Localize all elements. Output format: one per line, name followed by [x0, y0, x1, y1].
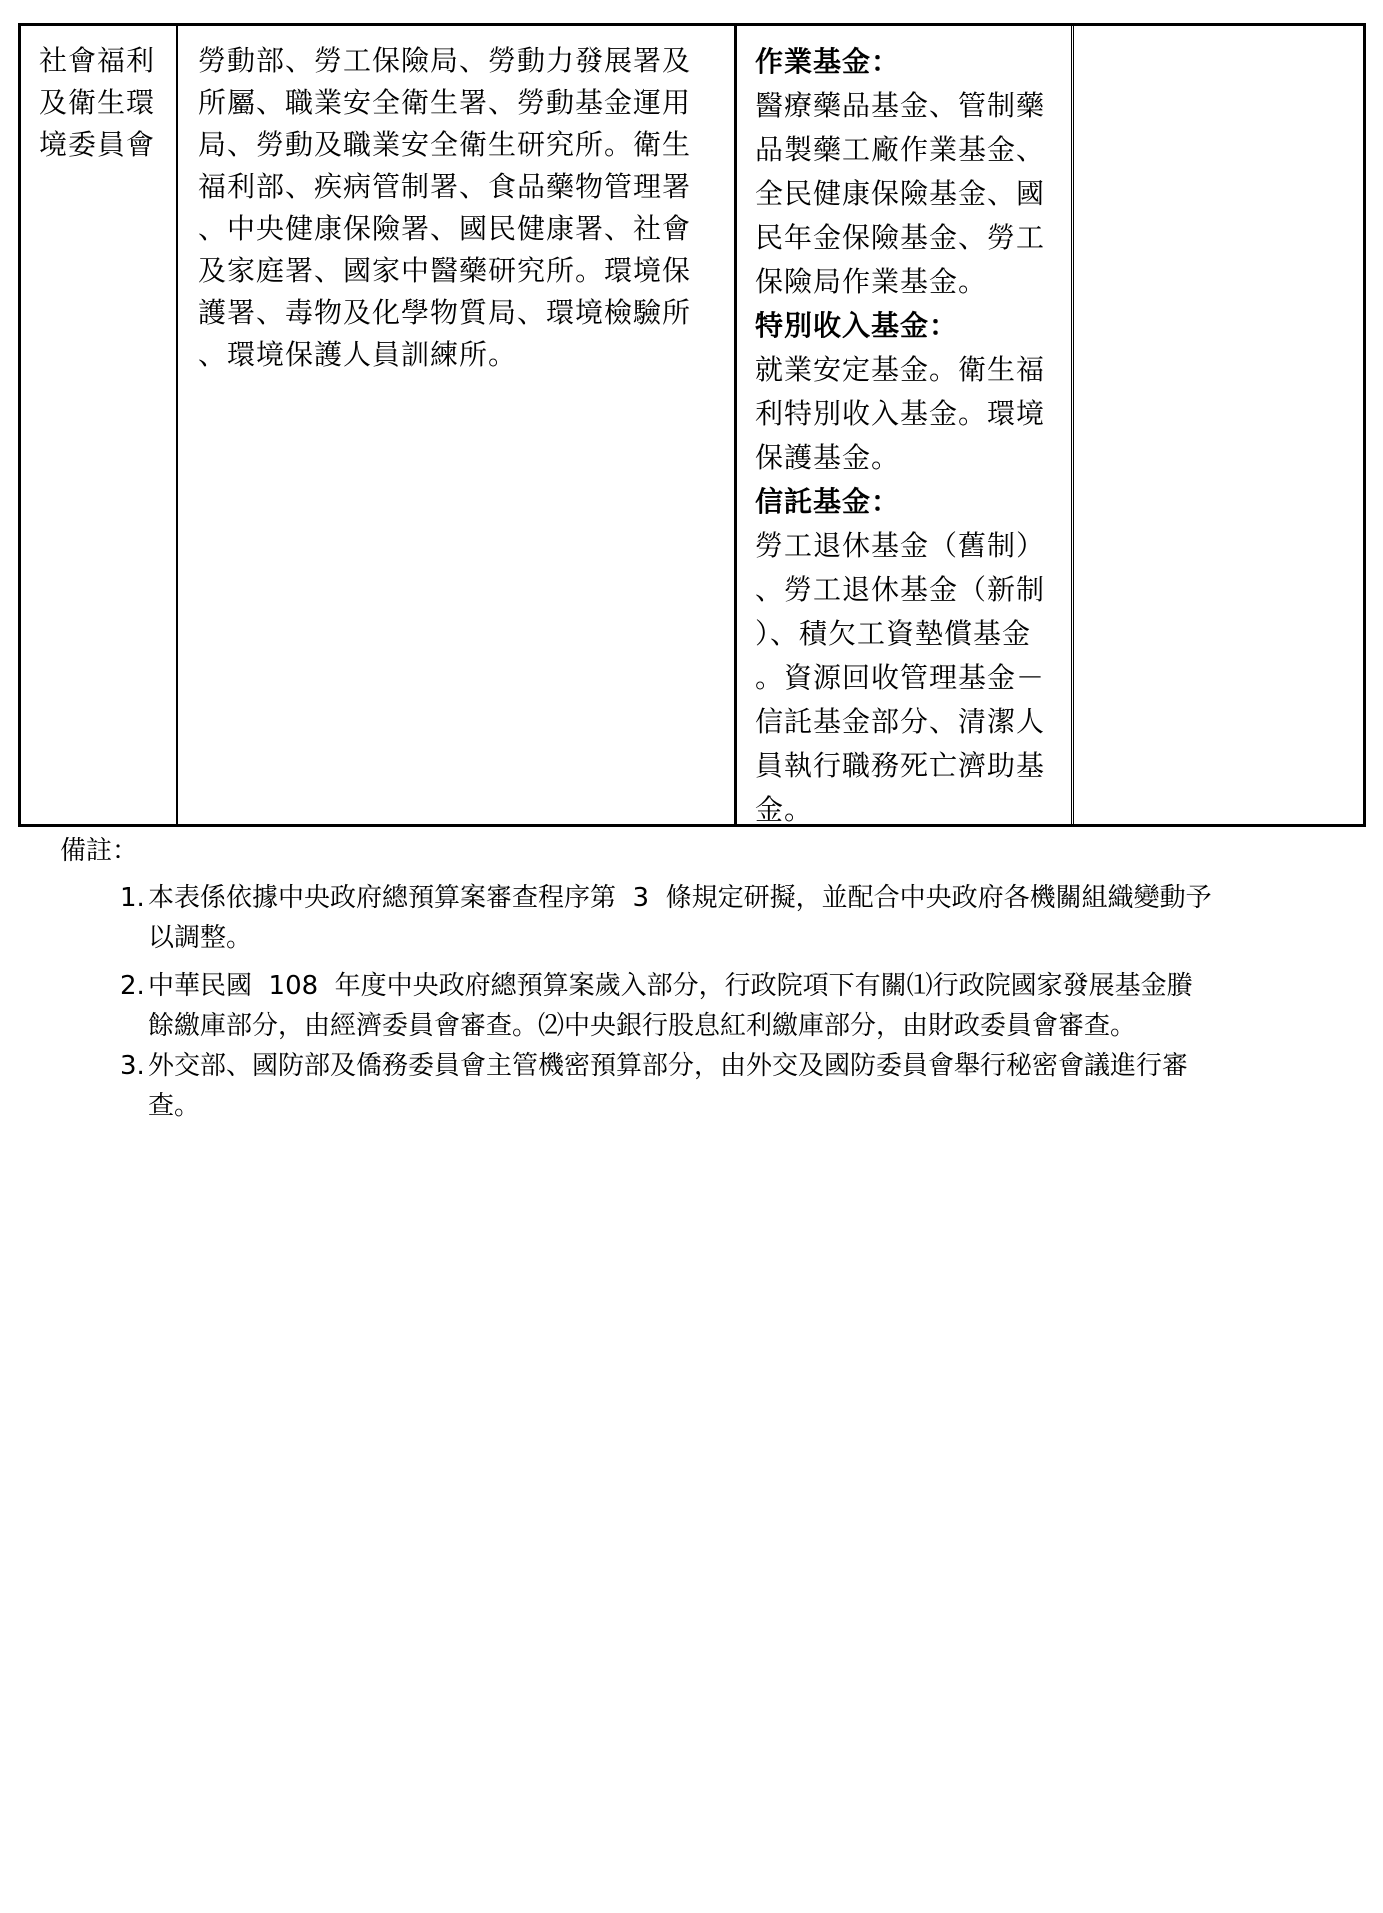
trust-fund-line: 員執行職務死亡濟助基 [755, 749, 1046, 782]
remarks-cell [1074, 26, 1363, 824]
agency-line: 福利部、疾病管制署、食品藥物管理署 [198, 170, 692, 203]
trust-fund-heading: 信託基金： [755, 485, 901, 518]
trust-fund-line: 金。 [755, 793, 814, 826]
note-line: 外交部、國防部及僑務委員會主管機密預算部分，由外交及國防委員會舉行秘密會議進行審 [148, 1051, 1189, 1081]
operating-fund-line: 民年金保險基金、勞工 [755, 221, 1046, 254]
note-item [120, 878, 1350, 958]
notes-section [60, 832, 1350, 1126]
agency-line: 、環境保護人員訓練所。 [198, 338, 518, 371]
note-item [120, 966, 1350, 1046]
agency-line: 所屬、職業安全衛生署、勞動基金運用 [198, 86, 692, 119]
operating-fund-line: 醫療藥品基金、管制藥 [755, 89, 1046, 122]
operating-fund-line: 全民健康保險基金、國 [755, 177, 1046, 210]
operating-fund-heading: 作業基金： [755, 45, 901, 78]
agency-line: 勞動部、勞工保險局、勞動力發展署及 [198, 44, 692, 77]
note-item [120, 1046, 1350, 1126]
note-line: 查。 [148, 1091, 201, 1121]
trust-fund-line: 勞工退休基金（舊制） [755, 529, 1046, 562]
note-line: 以調整。 [148, 923, 253, 953]
trust-fund-line: 、勞工退休基金（新制 [755, 573, 1046, 606]
note-number: 2. [120, 971, 145, 1001]
agency-line: 及家庭署、國家中醫藥研究所。環境保 [198, 254, 692, 287]
committee-cell [21, 26, 178, 824]
special-revenue-fund-line: 保護基金。 [755, 441, 901, 474]
operating-fund-line: 品製藥工廠作業基金、 [755, 133, 1046, 166]
special-revenue-fund-line: 利特別收入基金。環境 [755, 397, 1046, 430]
note-line: 餘繳庫部分，由經濟委員會審查。⑵中央銀行股息紅利繳庫部分，由財政委員會審查。 [148, 1011, 1137, 1041]
note-number: 3. [120, 1051, 145, 1081]
agencies-cell [178, 26, 737, 824]
committee-line: 社會福利 [39, 44, 156, 77]
special-revenue-fund-line: 就業安定基金。衛生福 [755, 353, 1046, 386]
special-revenue-fund-heading: 特別收入基金： [755, 309, 959, 342]
committee-line: 境委員會 [39, 128, 156, 161]
agency-line: 、中央健康保險署、國民健康署、社會 [198, 212, 692, 245]
agency-line: 局、勞動及職業安全衛生研究所。衛生 [198, 128, 692, 161]
budget-review-table [18, 23, 1366, 827]
trust-fund-line: ）、積欠工資墊償基金 [755, 617, 1032, 650]
note-line: 中華民國 108 年度中央政府總預算案歲入部分，行政院項下有關⑴行政院國家發展基金賸 [148, 971, 1193, 1001]
committee-line: 及衛生環 [39, 86, 156, 119]
operating-fund-line: 保險局作業基金。 [755, 265, 988, 298]
trust-fund-line: 。資源回收管理基金－ [755, 661, 1046, 694]
note-number: 1. [120, 883, 145, 913]
funds-cell [737, 26, 1074, 824]
trust-fund-line: 信託基金部分、清潔人 [755, 705, 1046, 738]
notes-title: 備註： [60, 836, 139, 866]
note-line: 本表係依據中央政府總預算案審查程序第 3 條規定研擬，並配合中央政府各機關組織變動予 [148, 883, 1212, 913]
agency-line: 護署、毒物及化學物質局、環境檢驗所 [198, 296, 692, 329]
